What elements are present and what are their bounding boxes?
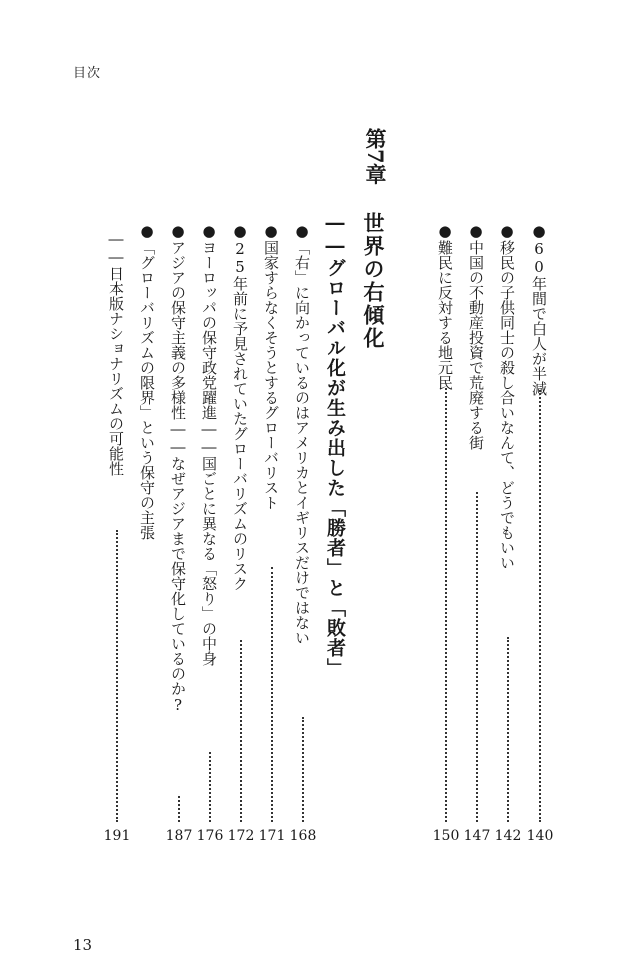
toc-entry-text: ●国家すらなくそうとするグローバリスト — [262, 222, 280, 510]
toc-entry[interactable] — [139, 222, 154, 827]
toc-entry-page: 140 — [526, 828, 554, 844]
chapter-number: 第7章 — [363, 128, 388, 185]
page-number: 13 — [73, 936, 93, 954]
toc-entry-text: ――日本版ナショナリズムの可能性 — [107, 230, 125, 476]
toc-entry[interactable] — [201, 222, 216, 827]
dot-leader — [209, 752, 211, 822]
toc-entry-text: ●60年間で白人が半減 — [530, 222, 548, 396]
toc-entry-page: 187 — [165, 828, 193, 844]
toc-entry-text: ●25年前に予見されていたグローバリズムのリスク — [231, 222, 249, 591]
dot-leader — [116, 530, 118, 822]
toc-entry-page: 147 — [463, 828, 491, 844]
toc-entry[interactable] — [170, 222, 185, 827]
toc-entry-page: 142 — [494, 828, 522, 844]
chapter-title: 世界の右傾化 — [361, 212, 386, 350]
dot-leader — [507, 637, 509, 822]
toc-entry-text: ●「右」に向かっているのはアメリカとイギリスだけではない — [293, 222, 311, 645]
toc-entry-text: ●アジアの保守主義の多様性――なぜアジアまで保守化しているのか? — [169, 222, 187, 714]
dot-leader — [476, 492, 478, 822]
toc-entry-text: ●ヨーロッパの保守政党躍進――国ごとに異なる「怒り」の中身 — [200, 222, 218, 666]
dot-leader — [445, 388, 447, 822]
toc-entry-page: 176 — [196, 828, 224, 844]
toc-entry-page: 191 — [103, 828, 131, 844]
toc-entry-text: ●中国の不動産投資で荒廃する街 — [467, 222, 485, 450]
toc-entry-page: 172 — [227, 828, 255, 844]
toc-entry-page: 168 — [289, 828, 317, 844]
toc-entry-text: ●難民に反対する地元民 — [436, 222, 454, 390]
dot-leader — [240, 640, 242, 822]
running-header: 目次 — [73, 66, 102, 81]
dot-leader — [302, 717, 304, 822]
toc-entry-text: ●「グローバリズムの限界」という保守の主張 — [138, 222, 156, 540]
toc-entry-text: ●移民の子供同士の殺し合いなんて、どうでもいい — [498, 222, 516, 570]
dot-leader — [539, 390, 541, 822]
toc-entry-page: 150 — [432, 828, 460, 844]
dot-leader — [178, 796, 180, 822]
toc-entry-page: 171 — [258, 828, 286, 844]
chapter-subtitle: ――グローバル化が生み出した「勝者」と「敗者」 — [324, 212, 346, 678]
dot-leader — [271, 567, 273, 822]
